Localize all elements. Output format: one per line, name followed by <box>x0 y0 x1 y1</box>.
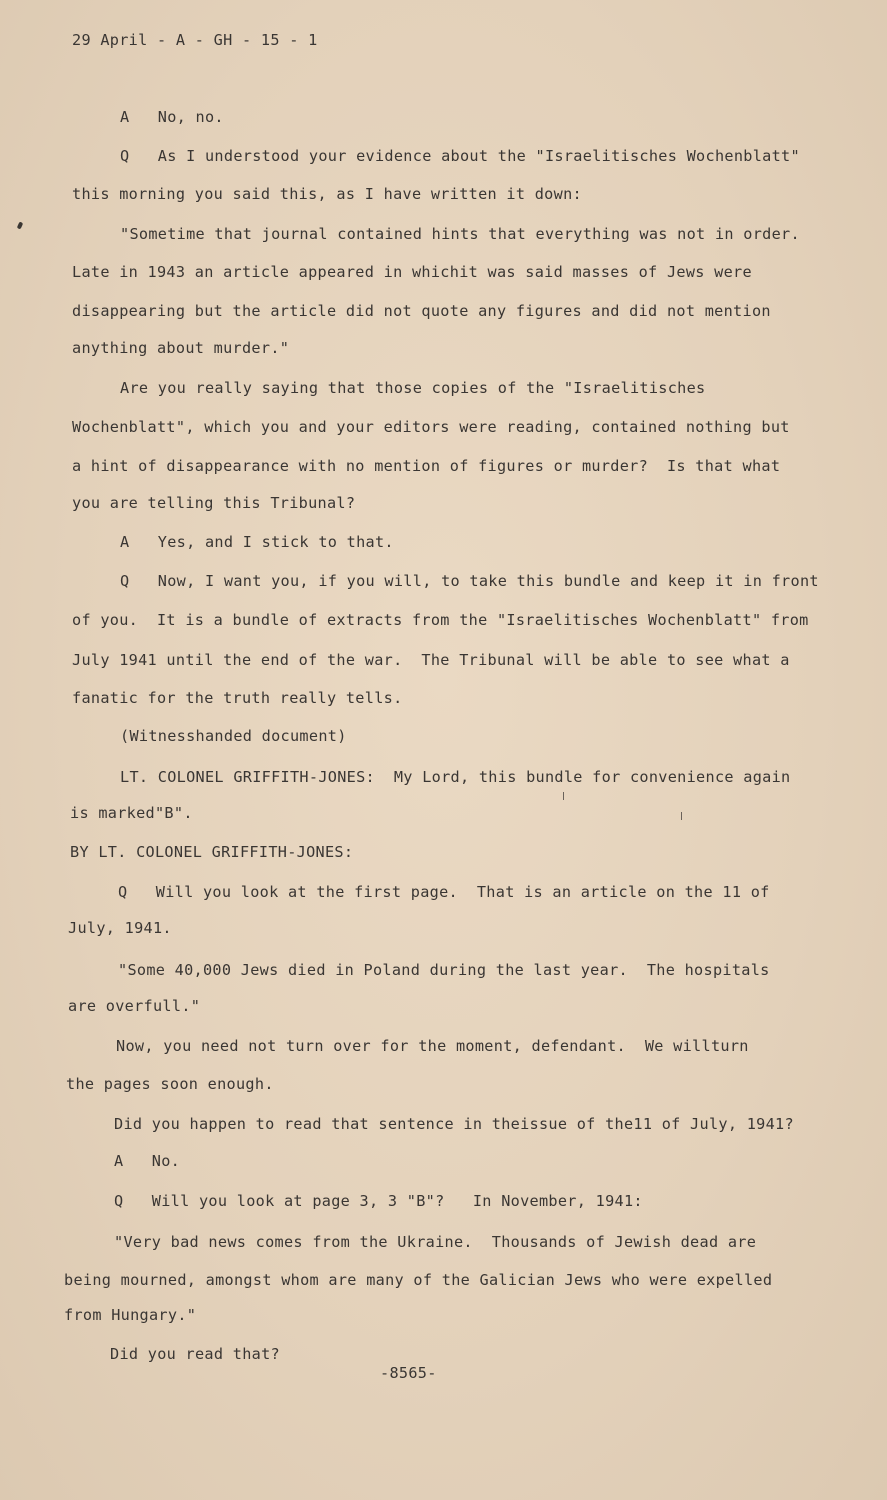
text-line: is marked"B". <box>70 804 193 822</box>
text-line: being mourned, amongst whom are many of the Galician Jews who were expelled <box>64 1271 773 1289</box>
text-line: Did you happen to read that sentence in theissue of the11 of July, 1941? <box>114 1115 794 1133</box>
text-line: a hint of disappearance with no mention of figures or murder? Is that what <box>72 457 781 475</box>
stray-tick <box>563 792 564 800</box>
text-line: Wochenblatt", which you and your editors were reading, contained nothing but <box>72 418 790 436</box>
text-line: Q Now, I want you, if you will, to take this bundle and keep it in front <box>120 572 819 590</box>
text-line: (Witnesshanded document) <box>120 727 347 745</box>
text-line: July 1941 until the end of the war. The Tribunal will be able to see what a <box>72 651 790 669</box>
text-line: A No, no. <box>120 108 224 126</box>
page-header: 29 April - A - GH - 15 - 1 <box>72 31 318 49</box>
text-line: this morning you said this, as I have written it down: <box>72 185 582 203</box>
text-line: the pages soon enough. <box>66 1075 274 1093</box>
text-line: Late in 1943 an article appeared in whichit was said masses of Jews were <box>72 263 752 281</box>
stray-tick <box>681 812 682 820</box>
ink-mark <box>17 221 24 229</box>
text-line: disappearing but the article did not quote any figures and did not mention <box>72 302 771 320</box>
text-line: "Some 40,000 Jews died in Poland during the last year. The hospitals <box>118 961 770 979</box>
text-line: Q Will you look at the first page. That is an article on the 11 of <box>118 883 770 901</box>
text-line: Q As I understood your evidence about the "Israelitisches Wochenblatt" <box>120 147 800 165</box>
text-line: A No. <box>114 1152 181 1170</box>
text-line: Now, you need not turn over for the moment, defendant. We willturn <box>116 1037 749 1055</box>
text-line: of you. It is a bundle of extracts from the "Israelitisches Wochenblatt" from <box>72 611 809 629</box>
text-line: LT. COLONEL GRIFFITH-JONES: My Lord, this bundle for convenience again <box>120 768 791 786</box>
text-line: A Yes, and I stick to that. <box>120 533 394 551</box>
text-line: fanatic for the truth really tells. <box>72 689 403 707</box>
text-line: Q Will you look at page 3, 3 "B"? In November, 1941: <box>114 1192 643 1210</box>
page-number: -8565- <box>380 1364 437 1382</box>
text-line: are overfull." <box>68 997 201 1015</box>
text-line: "Very bad news comes from the Ukraine. Thousands of Jewish dead are <box>114 1233 757 1251</box>
text-line: Did you read that? <box>110 1345 280 1363</box>
text-line: from Hungary." <box>64 1306 197 1324</box>
text-line: July, 1941. <box>68 919 172 937</box>
text-line: "Sometime that journal contained hints that everything was not in order. <box>120 225 800 243</box>
text-line: Are you really saying that those copies of the "Israelitisches <box>120 379 706 397</box>
text-line: anything about murder." <box>72 339 290 357</box>
text-line: BY LT. COLONEL GRIFFITH-JONES: <box>70 843 354 861</box>
text-line: you are telling this Tribunal? <box>72 494 356 512</box>
